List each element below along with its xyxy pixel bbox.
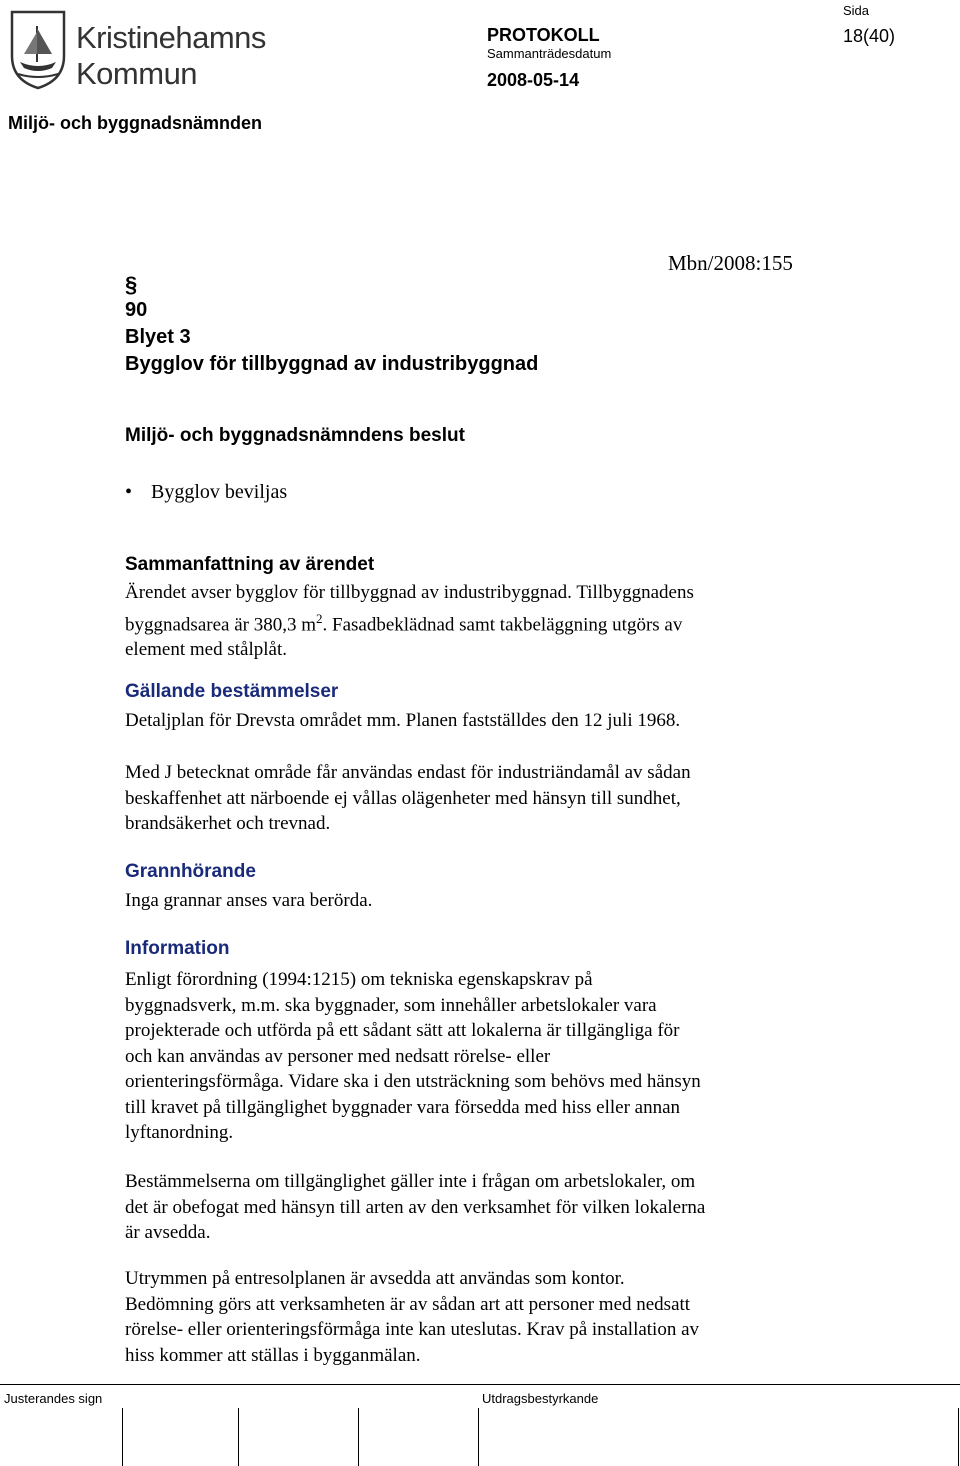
superscript: 2 [316,610,323,626]
case-number: Mbn/2008:155 [668,251,793,275]
info-line: lyftanordning. [125,1122,234,1143]
info-line: rörelse- eller orienteringsförmåga inte kan uteslutas. Krav på installation av [125,1319,700,1340]
meeting-date-label: Sammanträdesdatum [487,46,612,61]
paragraph-symbol: § [125,272,138,297]
information-paragraph-3 [125,1266,825,1368]
document-type: PROTOKOLL [487,25,600,45]
info-line: Bestämmelserna om tillgänglighet gäller inte i frågan om arbetslokaler, om [125,1171,696,1192]
information-heading: Information [125,938,230,959]
paragraph-subject: Bygglov för tillbyggnad av industribyggnad [125,353,539,375]
info-line: till kravet på tillgänglighet byggnader vara försedda med hiss eller annan [125,1096,681,1118]
rules-heading: Gällande bestämmelser [125,681,339,702]
summary-line: byggnadsarea är 380,3 $m^2$. Fasadbeklädnad samt takbeläggning utgörs av [125,610,683,635]
signature-box-divider [358,1408,359,1466]
signature-label: Justerandes sign [4,1391,103,1406]
signature-box-divider [122,1408,123,1466]
coat-of-arms-icon [8,8,68,90]
municipality-logo [8,8,266,91]
logo-text-line2: Kommun [76,56,198,91]
info-line: Utrymmen på entresolplanen är avsedda att användas som kontor. [125,1268,625,1289]
rules-line: Detaljplan för Drevsta området mm. Planen fastställdes den 12 juli 1968. [125,710,681,731]
committee-name: Miljö- och byggnadsnämnden [8,113,263,133]
signature-box-divider [478,1408,479,1466]
paragraph-header [125,273,538,378]
signature-box-divider [238,1408,239,1466]
paragraph-number: 90 [125,299,148,321]
page-number: 18(40) [843,26,896,46]
info-line: är avsedda. [125,1222,211,1243]
rules-paragraph-line: beskaffenhet att närboende ej vållas olägenheter med hänsyn till sundhet, [125,787,681,809]
footer-divider [0,1384,960,1385]
info-line: hiss kommer att ställas i bygganmälan. [125,1344,421,1366]
info-line: Bedömning görs att verksamheten är av sådan art att personer med nedsatt [125,1293,691,1315]
rules-paragraph-line: brandsäkerhet och trevnad. [125,813,331,834]
extract-label: Utdragsbestyrkande [482,1391,599,1406]
neighbours-heading: Grannhörande [125,861,256,882]
signature-box-divider [958,1408,959,1466]
info-line: orienteringsförmåga. Vidare ska i den utsträckning som behövs med hänsyn [125,1071,701,1092]
info-line: byggnadsverk, m.m. ska byggnader, som innehåller arbetslokaler vara [125,994,657,1016]
summary-heading: Sammanfattning av ärendet [125,554,375,575]
meeting-date: 2008-05-14 [487,70,580,90]
bullet-icon: • [125,481,133,503]
rules-paragraph-line: Med J betecknat område får användas endast för industriändamål av sådan [125,762,691,783]
logo-text-line1: Kristinehamns [76,20,266,55]
decision-heading: Miljö- och byggnadsnämndens beslut [125,425,465,446]
information-paragraph-1 [125,967,825,1146]
property-name: Blyet 3 [125,326,191,348]
rules-paragraph [125,760,825,837]
info-line: och kan användas av personer med nedsatt rörelse- eller [125,1045,551,1067]
info-line: projekterade och utförda på ett sådant sätt att lokalerna är tillgängliga för [125,1020,680,1041]
summary-line: Ärendet avser bygglov för tillbyggnad av industribyggnad. Tillbyggnadens [125,582,694,603]
summary-line: element med stålplåt. [125,639,287,661]
information-paragraph-2 [125,1169,825,1246]
neighbours-text: Inga grannar anses vara berörda. [125,890,373,911]
info-line: det är obefogat med hänsyn till arten av den verksamhet för vilken lokalerna [125,1196,706,1218]
page-label: Sida [843,3,870,18]
summary-text [125,580,825,663]
decision-item [125,480,287,504]
decision-text: Bygglov beviljas [151,481,288,503]
info-line: Enligt förordning (1994:1215) om tekniska egenskapskrav på [125,969,593,990]
